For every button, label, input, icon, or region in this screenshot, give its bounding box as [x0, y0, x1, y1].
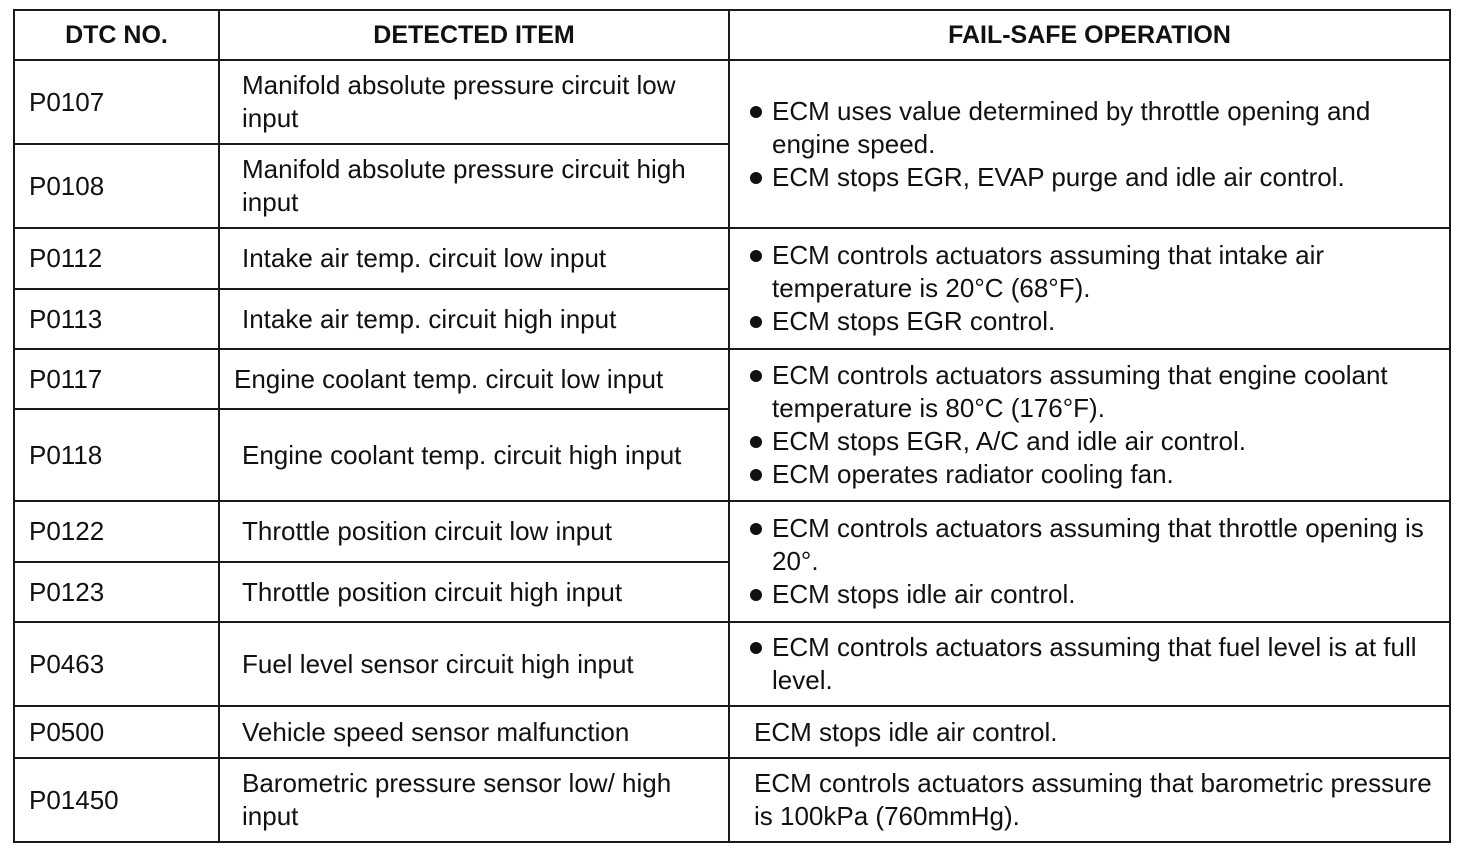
- dtc-fail-safe-table: [13, 9, 1451, 843]
- operation-text: ECM controls actuators assuming that fuel level is at full level.: [772, 632, 1417, 695]
- detected-item: Engine coolant temp. circuit low input: [219, 349, 729, 409]
- dtc-code: P01450: [14, 758, 219, 842]
- fail-safe-operation: [729, 622, 1450, 706]
- detected-item: Throttle position circuit low input: [219, 501, 729, 562]
- table-row: [14, 349, 1450, 409]
- detected-item: Throttle position circuit high input: [219, 562, 729, 622]
- table-row: [14, 60, 1450, 144]
- dtc-code: P0113: [14, 289, 219, 349]
- operation-text: ECM stops EGR control.: [772, 306, 1056, 336]
- operation-bullet: [750, 425, 1439, 458]
- operation-text: ECM stops idle air control.: [772, 579, 1076, 609]
- dtc-code: P0108: [14, 144, 219, 228]
- operation-text: ECM controls actuators assuming that throttle opening is 20°.: [772, 513, 1424, 576]
- operation-text: ECM stops EGR, EVAP purge and idle air control.: [772, 161, 1345, 192]
- table-row: [14, 622, 1450, 706]
- operation-text: ECM controls actuators assuming that engine coolant temperature is 80°C (176°F).: [772, 360, 1388, 423]
- fail-safe-operation: [729, 349, 1450, 501]
- operation-text: ECM uses value determined by throttle opening and engine speed.: [772, 95, 1371, 159]
- detected-item: Manifold absolute pressure circuit high input: [219, 144, 729, 228]
- detected-item: Barometric pressure sensor low/ high input: [219, 758, 729, 842]
- detected-item: Vehicle speed sensor malfunction: [219, 706, 729, 758]
- dtc-code: P0107: [14, 60, 219, 144]
- dtc-code: P0112: [14, 228, 219, 289]
- dtc-code: P0117: [14, 349, 219, 409]
- bullet-icon: [750, 436, 762, 448]
- detected-item: Engine coolant temp. circuit high input: [219, 409, 729, 501]
- bullet-icon: [750, 172, 762, 184]
- operation-bullet: [750, 161, 1439, 194]
- dtc-code: P0122: [14, 501, 219, 562]
- table-row: [14, 758, 1450, 842]
- operation-bullet: [750, 305, 1439, 338]
- dtc-code: P0118: [14, 409, 219, 501]
- operation-bullet: [750, 95, 1439, 161]
- bullet-icon: [750, 106, 762, 118]
- fail-safe-operation: [729, 501, 1450, 622]
- table-row: [14, 228, 1450, 289]
- operation-bullet: [750, 578, 1439, 611]
- fail-safe-operation: [729, 60, 1450, 228]
- bullet-icon: [750, 589, 762, 601]
- bullet-icon: [750, 469, 762, 481]
- fail-safe-operation: ECM controls actuators assuming that barometric pressure is 100kPa (760mmHg).: [729, 758, 1450, 842]
- operation-text: ECM stops EGR, A/C and idle air control.: [772, 426, 1246, 456]
- operation-bullet: [750, 458, 1439, 491]
- operation-text: ECM operates radiator cooling fan.: [772, 459, 1174, 489]
- dtc-code: P0123: [14, 562, 219, 622]
- fail-safe-operation: ECM stops idle air control.: [729, 706, 1450, 758]
- detected-item: Manifold absolute pressure circuit low input: [219, 60, 729, 144]
- table-row: [14, 501, 1450, 562]
- bullet-icon: [750, 370, 762, 382]
- detected-item: Fuel level sensor circuit high input: [219, 622, 729, 706]
- header-dtc-no: DTC NO.: [14, 10, 219, 60]
- bullet-icon: [750, 523, 762, 535]
- bullet-icon: [750, 316, 762, 328]
- header-fail-safe-operation: FAIL-SAFE OPERATION: [729, 10, 1450, 60]
- operation-bullet: [750, 631, 1439, 697]
- dtc-code: P0463: [14, 622, 219, 706]
- detected-item: Intake air temp. circuit low input: [219, 228, 729, 289]
- bullet-icon: [750, 642, 762, 654]
- dtc-code: P0500: [14, 706, 219, 758]
- operation-bullet: [750, 359, 1439, 425]
- bullet-icon: [750, 250, 762, 262]
- header-detected-item: DETECTED ITEM: [219, 10, 729, 60]
- operation-bullet: [750, 512, 1439, 578]
- fail-safe-operation: [729, 228, 1450, 349]
- table-header-row: [14, 10, 1450, 60]
- detected-item: Intake air temp. circuit high input: [219, 289, 729, 349]
- operation-text: ECM controls actuators assuming that intake air temperature is 20°C (68°F).: [772, 240, 1325, 303]
- table-row: [14, 706, 1450, 758]
- operation-bullet: [750, 239, 1439, 305]
